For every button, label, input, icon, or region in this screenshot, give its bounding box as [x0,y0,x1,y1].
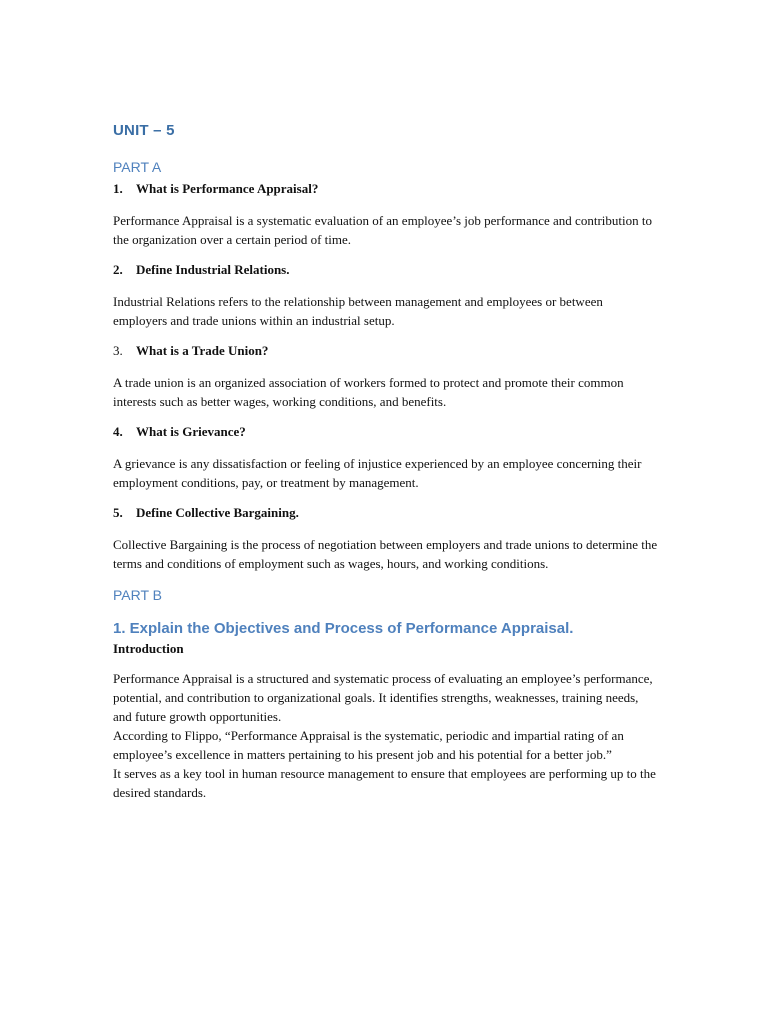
intro-paragraph: Performance Appraisal is a structured and systematic process of evaluating an employee’s performance, potential, and contribution to organizational goals. It identifies strengths, weaknesses, training needs, and future growth opportunities. [113,671,653,724]
unit-title: UNIT – 5 [113,122,175,139]
question-text: Define Industrial Relations. [136,262,290,277]
part-a-title: PART A [113,159,162,175]
question-number: 1. [113,181,123,196]
question-title [113,261,658,278]
question-text: Define Collective Bargaining. [136,505,299,520]
question-number: 5. [113,505,123,520]
introduction-body [113,669,658,802]
question-block-2 [113,261,658,330]
question-number: 3. [113,343,123,358]
answer-text: Collective Bargaining is the process of negotiation between employers and trade unions to determine the terms and conditions of employment such as wages, hours, and working conditions. [113,537,658,571]
question-text: What is Grievance? [136,424,246,439]
part-b-question: 1. Explain the Objectives and Process of Performance Appraisal. [113,620,574,637]
question-number: 4. [113,424,123,439]
intro-paragraph: It serves as a key tool in human resource management to ensure that employees are performing up to the desired standards. [113,766,656,800]
question-block-3 [113,342,658,411]
question-block-1 [113,180,658,249]
answer-text: A trade union is an organized association of workers formed to protect and promote their common interests such as better wages, working conditions, and benefits. [113,375,624,409]
question-text: What is a Trade Union? [136,343,269,358]
question-block-5 [113,504,658,573]
intro-paragraph: According to Flippo, “Performance Appraisal is the systematic, periodic and impartial rating of an employee’s excellence in matters pertaining to his present job and his potential for a better job.” [113,728,624,762]
question-title [113,180,658,197]
question-block-4 [113,423,658,492]
question-text: What is Performance Appraisal? [136,181,319,196]
question-number: 2. [113,262,123,277]
question-title [113,423,658,440]
question-title [113,342,658,359]
answer-text: A grievance is any dissatisfaction or feeling of injustice experienced by an employee concerning their employment conditions, pay, or treatment by management. [113,456,642,490]
answer-text: Industrial Relations refers to the relationship between management and employees or between employers and trade unions within an industrial setup. [113,294,603,328]
question-title [113,504,658,521]
part-b-title: PART B [113,587,163,603]
introduction-heading: Introduction [113,641,184,656]
document-page [113,122,658,802]
answer-text: Performance Appraisal is a systematic evaluation of an employee’s job performance and contribution to the organization over a certain period of time. [113,213,652,247]
